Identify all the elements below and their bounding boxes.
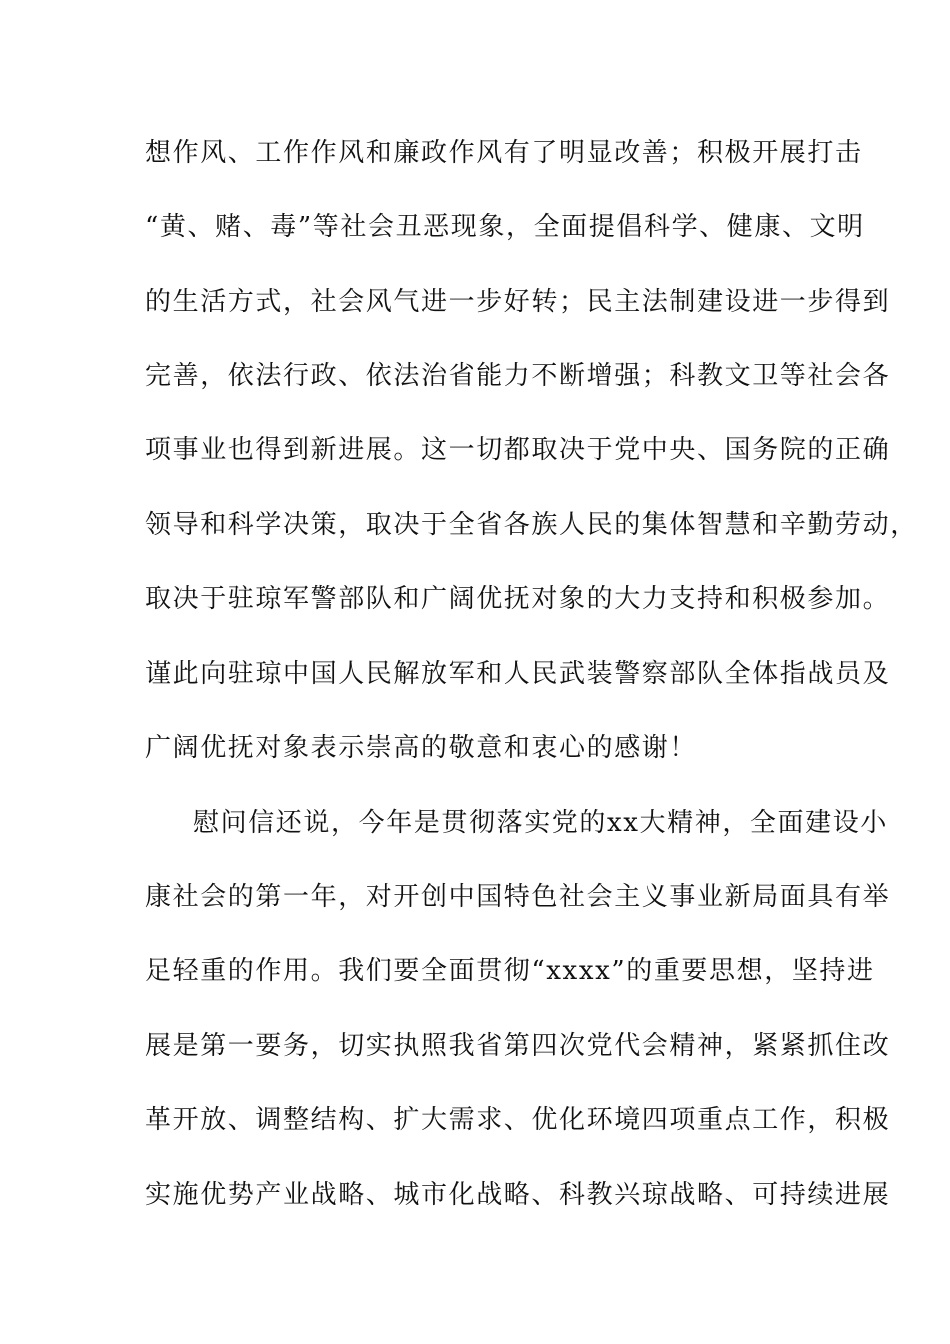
text-line: 领导和科学决策，取决于全省各族人民的集体智慧和辛勤劳动，	[145, 510, 918, 540]
text-line: “黄、赌、毒”等社会丑恶现象，全面提倡科学、健康、文明	[145, 212, 865, 242]
text-line: 革开放、调整结构、扩大需求、优化环境四项重点工作，积极	[145, 1105, 891, 1135]
text-line: 足轻重的作用。我们要全面贯彻“xxxx”的重要思想，坚持进	[145, 956, 875, 986]
text-line: 想作风、工作作风和廉政作风有了明显改善；积极开展打击	[145, 138, 863, 168]
text-line: 广阔优抚对象表示崇高的敬意和衷心的感谢！	[145, 733, 698, 763]
text-line: 实施优势产业战略、城市化战略、科教兴琼战略、可持续进展	[145, 1180, 891, 1210]
text-line: 谨此向驻琼中国人民解放军和人民武装警察部队全体指战员及	[145, 659, 891, 689]
text-line: 康社会的第一年，对开创中国特色社会主义事业新局面具有举	[145, 882, 891, 912]
text-line: 取决于驻琼军警部队和广阔优抚对象的大力支持和积极参加。	[145, 584, 891, 614]
text-line: 展是第一要务，切实执照我省第四次党代会精神，紧紧抓住改	[145, 1031, 891, 1061]
text-line: 完善，依法行政、依法治省能力不断增强；科教文卫等社会各	[145, 361, 891, 391]
text-line: 项事业也得到新进展。这一切都取决于党中央、国务院的正确	[145, 435, 891, 465]
text-line: 的生活方式，社会风气进一步好转；民主法制建设进一步得到	[145, 287, 891, 317]
paragraph-first-line: 慰问信还说，今年是贯彻落实党的xx大精神，全面建设小	[193, 808, 888, 838]
